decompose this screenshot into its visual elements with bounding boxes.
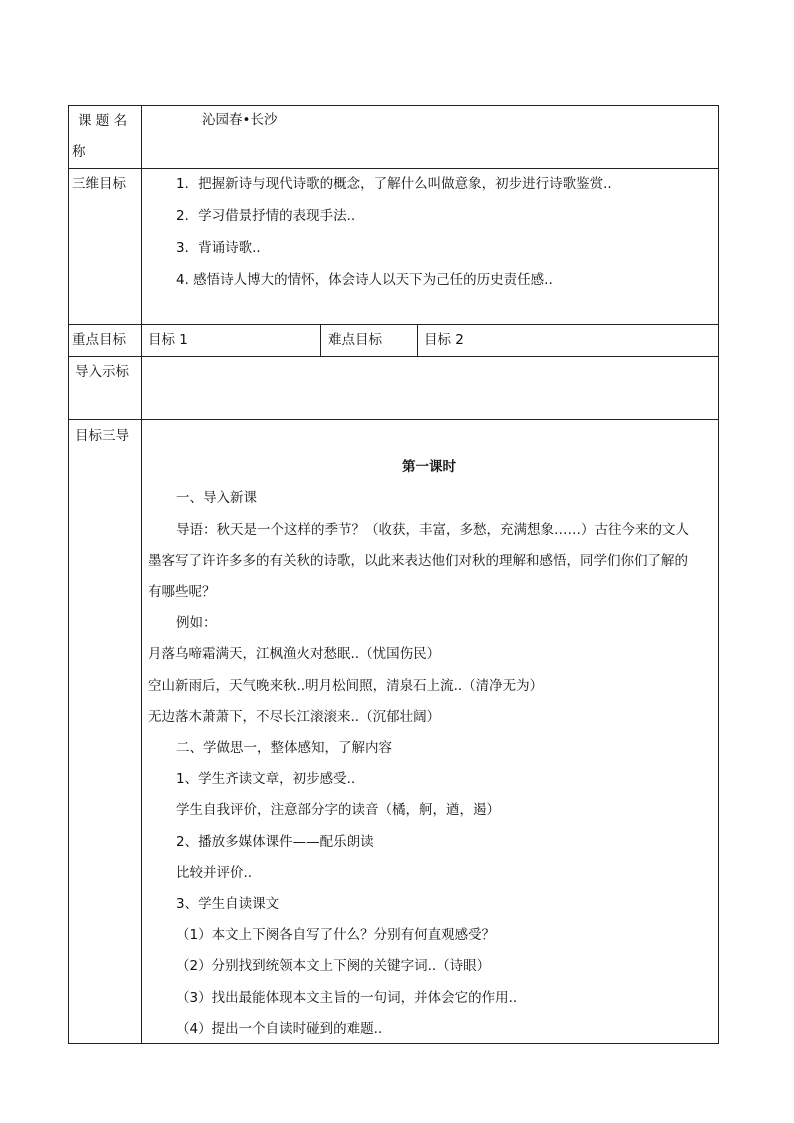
content-line: 1、学生齐读文章，初步感受.. [176,771,356,787]
table-border-right [718,105,719,1044]
content-line: 月落乌啼霜满天，江枫渔火对愁眠..（忧国伤民） [148,646,441,662]
label-column-divider [141,105,142,1044]
goal-item: 3．背诵诗歌.. [176,240,261,256]
content-line: 3、学生自读课文 [176,896,280,912]
content-line: 一、导入新课 [176,490,257,506]
row-divider-1 [68,168,719,169]
content-line: 导语：秋天是一个这样的季节？（收获，丰富，多愁，充满想象……）古往今来的文人 [176,522,689,538]
goals-label: 三维目标 [72,176,126,192]
table-border-top [68,105,719,106]
content-line: 学生自我评价，注意部分字的读音（橘，舸，遒，遏） [176,802,500,818]
goal-item: 2．学习借景抒情的表现手法.. [176,208,356,224]
content-line: （2）分别找到统领本文上下阕的关键字词..（诗眼） [176,958,491,974]
hard-goal-value: 目标 2 [424,332,464,348]
content-line: 2、播放多媒体课件——配乐朗读 [176,834,374,850]
content-line: 有哪些呢？ [148,584,216,600]
content-line: （3）找出最能体现本文主旨的一句词，并体会它的作用.. [176,990,518,1006]
intro-label: 导入示标 [75,364,129,380]
goal-item: 1．把握新诗与现代诗歌的概念，了解什么叫做意象，初步进行诗歌鉴赏.. [176,176,612,192]
lesson-title: 沁园春•长沙 [202,112,278,128]
title-label-line1: 课 题 名 [78,113,128,129]
key-goal-value: 目标 1 [148,332,188,348]
focus-divider-1 [320,324,321,357]
hard-goal-label: 难点目标 [328,332,382,348]
lesson-period-title: 第一课时 [402,459,456,475]
goal-item: 4. 感悟诗人博大的情怀，体会诗人以天下为己任的历史责任感.. [176,272,553,288]
content-line: 空山新雨后，天气晚来秋..明月松间照，清泉石上流..（清净无为） [148,678,544,694]
content-line: 无边落木萧萧下，不尽长江滚滚来..（沉郁壮阔） [148,709,441,725]
table-border-left [68,105,69,1044]
table-border-bottom [68,1043,719,1044]
content-line: 墨客写了许许多多的有关秋的诗歌，以此来表达他们对秋的理解和感悟，同学们你们了解的 [148,553,688,569]
key-goal-label: 重点目标 [72,332,126,348]
content-line: （1）本文上下阕各自写了什么？分别有何直观感受？ [176,927,496,943]
content-line: （4）提出一个自读时碰到的难题.. [176,1021,383,1037]
main-label: 目标三导 [75,428,129,444]
row-divider-3 [68,356,719,357]
content-line: 二、学做思一，整体感知，了解内容 [176,740,392,756]
content-line: 例如： [176,615,217,631]
title-label-line2: 称 [72,144,86,160]
content-line: 比较并评价.. [176,865,253,881]
row-divider-2 [68,324,719,325]
row-divider-4 [68,419,719,420]
focus-divider-2 [417,324,418,357]
